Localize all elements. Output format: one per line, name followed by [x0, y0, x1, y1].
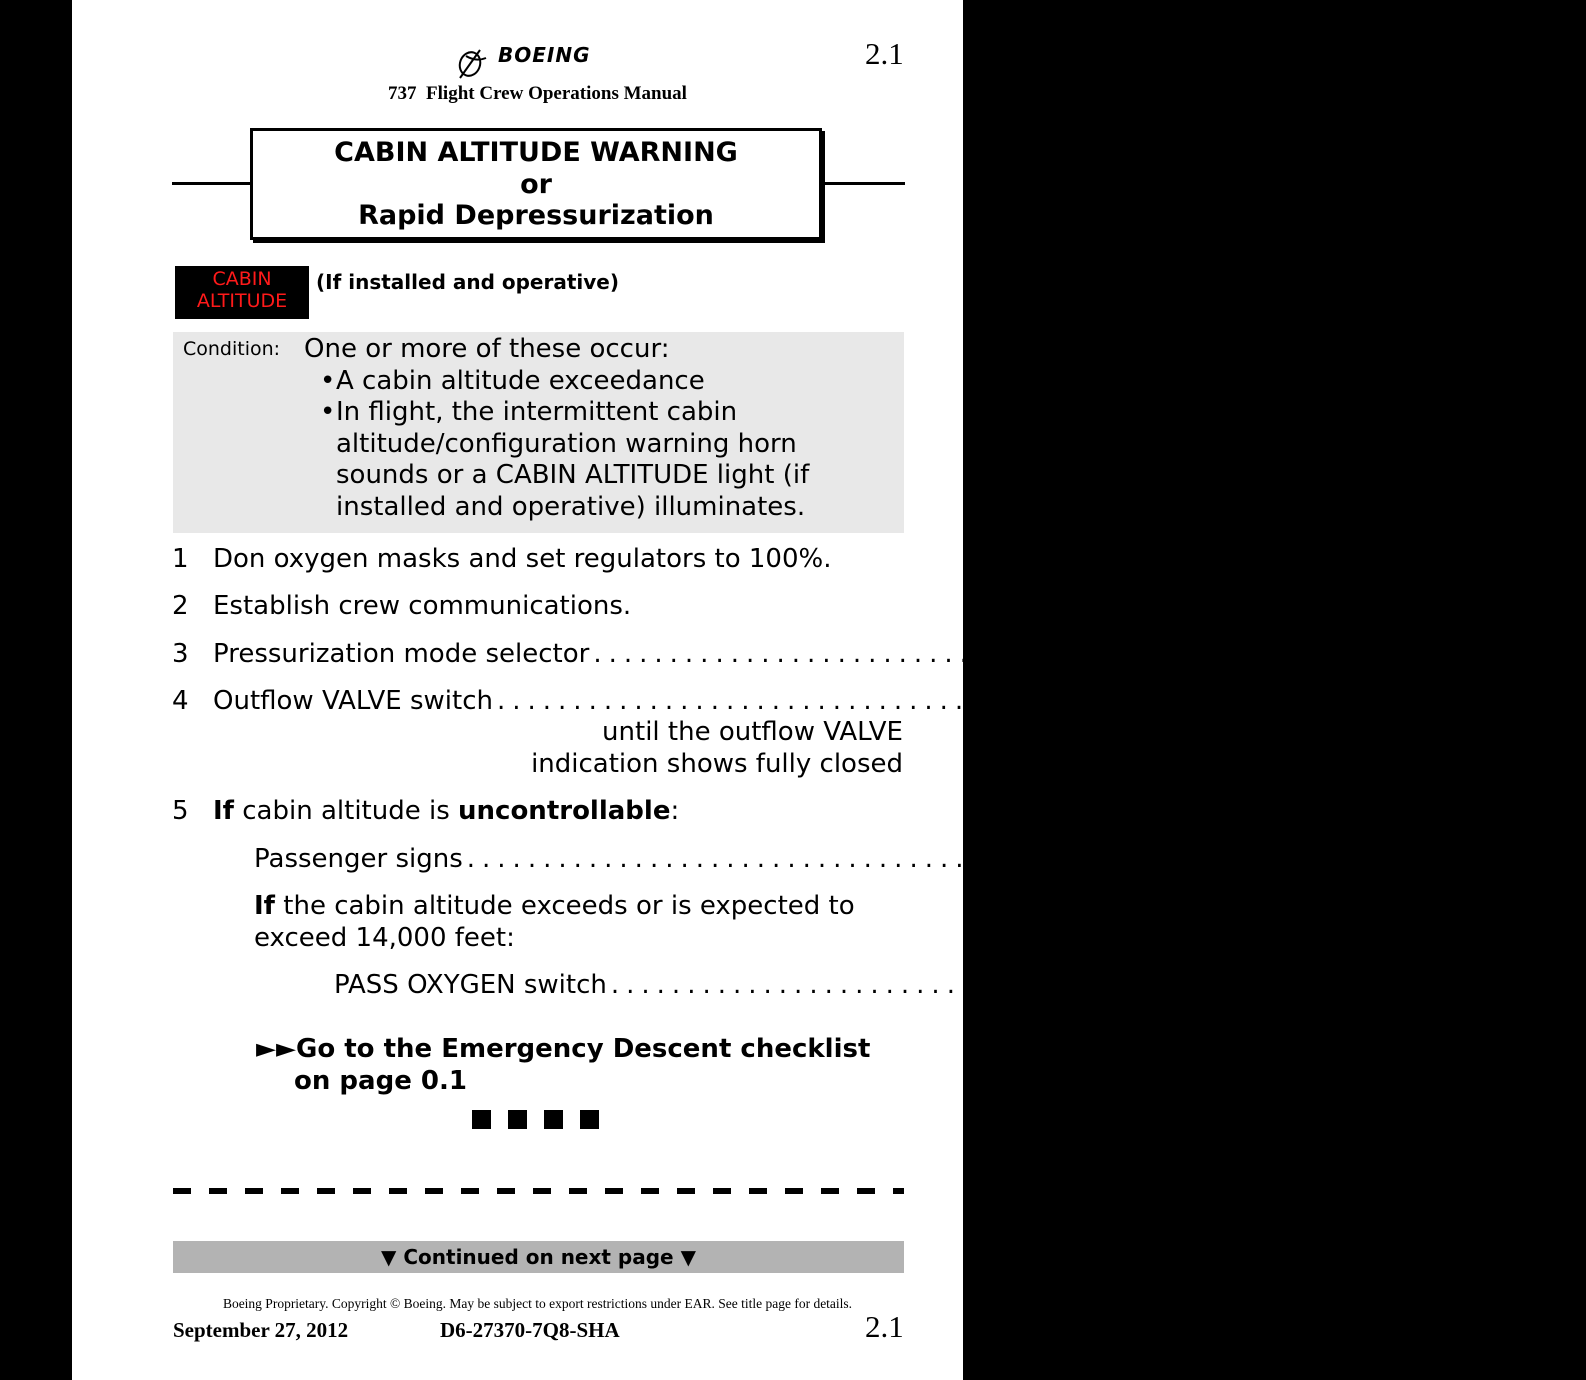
revision-date: September 27, 2012 — [173, 1318, 349, 1342]
page-number-top: 2.1 — [865, 36, 904, 71]
continued-banner: ▼ Continued on next page ▼ — [173, 1241, 904, 1273]
goto-text: Go to the Emergency Descent checklist — [296, 1034, 871, 1064]
page-number-bottom: 2.1 — [865, 1309, 904, 1344]
condition-text — [304, 334, 834, 523]
step-text: Establish crew communications. — [213, 591, 632, 621]
dot-leader: ........................................................... — [610, 970, 1512, 1000]
step-number: 2 — [172, 591, 189, 621]
checklist-title-line2: or — [520, 168, 552, 200]
condition-bullet-item — [304, 366, 834, 398]
step-text-end: : — [670, 796, 680, 826]
checklist-title-line3: Rapid Depressurization — [358, 200, 714, 231]
checklist-title-box — [250, 128, 822, 240]
dot-leader: ........................................................... — [466, 844, 1368, 874]
end-square-icon — [472, 1110, 491, 1129]
step-text-mid: cabin altitude is — [234, 796, 459, 826]
document-number: D6-27370-7Q8-SHA — [440, 1318, 620, 1342]
if-exceeds-condition — [254, 891, 904, 954]
condition-line — [254, 891, 904, 923]
step-item: Pressurization mode selector — [213, 639, 590, 669]
step-item: Passenger signs — [254, 844, 463, 874]
annunciator-line1: CABIN — [212, 268, 272, 290]
manual-page — [72, 0, 1586, 1380]
step-text — [213, 796, 679, 828]
dot-leader: ........................................................... — [593, 639, 1494, 669]
condition-line-text: the cabin altitude exceeds or is expected to — [275, 891, 855, 921]
condition-label: Condition: — [183, 338, 281, 360]
step-value-line: until the outflow VALVE — [602, 717, 903, 747]
bullet-dot-icon: • — [320, 365, 336, 396]
step-value: ON — [1371, 844, 1412, 874]
pass-oxygen-step — [334, 970, 1556, 1002]
step-3-number: 3 — [172, 639, 189, 669]
title-rule-right — [825, 182, 905, 185]
step-value: MAN — [1497, 639, 1558, 669]
goto-line — [256, 1034, 870, 1066]
goto-instruction — [256, 1034, 870, 1097]
if-keyword: If — [254, 891, 275, 921]
condition-box — [173, 332, 904, 533]
goto-page-ref: on page 0.1 — [294, 1065, 467, 1096]
end-square-icon — [508, 1110, 527, 1129]
step-item: PASS OXYGEN switch — [334, 970, 607, 1000]
boeing-wordmark: BOEING — [498, 43, 591, 67]
dashed-separator — [173, 1188, 904, 1194]
dot-leader: ........................................................... — [496, 686, 1398, 716]
cabin-altitude-annunciator — [175, 266, 309, 319]
if-keyword: If — [213, 796, 234, 826]
step-number: 1 — [172, 544, 189, 574]
condition-line: exceed 14,000 feet: — [254, 922, 515, 953]
step-value: Hold in CLOSE — [1401, 686, 1586, 716]
title-rule-left — [172, 182, 252, 185]
condition-bullet-2: In flight, the intermittent cabin altitude/configuration warning horn sounds or a CABIN ALTITUDE light (if installed and operative) illuminates. — [336, 397, 810, 522]
step-4 — [213, 686, 1586, 718]
passenger-signs-step — [254, 844, 1412, 876]
manual-title: 737 Flight Crew Operations Manual — [388, 83, 687, 104]
condition-intro: One or more of these occur: — [304, 334, 670, 364]
bullet-dot-icon: • — [320, 397, 336, 427]
step-4-number: 4 — [172, 686, 189, 716]
step-number: 5 — [172, 796, 189, 826]
step-3 — [213, 639, 1558, 671]
step-value: ON — [1515, 970, 1556, 1000]
double-arrow-icon: ►► — [256, 1034, 296, 1064]
end-of-checklist-squares — [472, 1110, 599, 1129]
checklist-title-line1: CABIN ALTITUDE WARNING — [334, 137, 738, 168]
annunciator-note: (If installed and operative) — [316, 270, 620, 294]
step-value-line: indication shows fully closed — [531, 748, 903, 779]
proprietary-notice: Boeing Proprietary. Copyright © Boeing. May be subject to export restrictions under EAR. See title page for details. — [222, 1296, 853, 1311]
step-text: Don oxygen masks and set regulators to 100%. — [213, 544, 832, 574]
condition-bullet-item — [304, 397, 834, 523]
step-item: Outflow VALVE switch — [213, 686, 493, 716]
annunciator-line2: ALTITUDE — [196, 290, 288, 312]
end-square-icon — [544, 1110, 563, 1129]
end-square-icon — [580, 1110, 599, 1129]
uncontrollable-keyword: uncontrollable — [458, 796, 671, 826]
condition-bullet-1: A cabin altitude exceedance — [336, 365, 705, 396]
step-4-value-continuation — [403, 717, 903, 780]
